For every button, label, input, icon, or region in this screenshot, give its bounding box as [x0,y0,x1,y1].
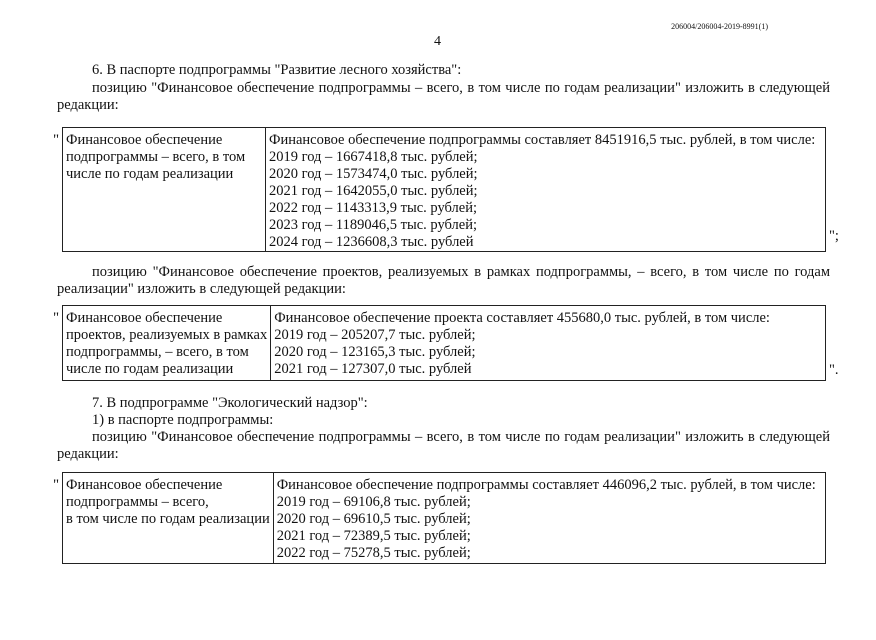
table-1-financing [62,127,826,252]
section-6-intro-line-2: редакции: [57,97,119,113]
table-2-label-cell [63,306,271,381]
section-6-intro2-line-2: реализации" изложить в следующей редакции: [57,281,346,297]
table-3-label-cell [63,473,274,564]
table-2-label-line: Финансовое обеспечение [66,310,223,326]
table-2-value-cell [271,306,826,381]
table-2-label-line: числе по годам реализации [66,361,234,377]
table-1-year-line: 2020 год – 1573474,0 тыс. рублей; [269,166,478,182]
table-3-value-cell [273,473,825,564]
table-3-label-line: подпрограммы – всего, [66,494,209,510]
table-1-open-quote: " [53,132,60,148]
table-2-open-quote: " [53,310,60,326]
table-1-close-mark: "; [829,228,839,244]
table-1-label-cell [63,128,266,252]
section-7-intro-line-1: позицию "Финансовое обеспечение подпрограммы – всего, в том числе по годам реализации" изложить в следующей [92,429,830,445]
table-2-year-line: 2021 год – 127307,0 тыс. рублей [274,361,472,377]
table-1-year-line: 2024 год – 1236608,3 тыс. рублей [269,234,474,250]
table-1-year-line: 2019 год – 1667418,8 тыс. рублей; [269,149,478,165]
section-7-heading: 7. В подпрограмме "Экологический надзор": [92,395,368,411]
table-1-year-line: 2023 год – 1189046,5 тыс. рублей; [269,217,477,233]
table-1-total-line: Финансовое обеспечение подпрограммы составляет 8451916,5 тыс. рублей, в том числе: [269,132,816,148]
table-2-projects-financing [62,305,826,381]
page-number: 4 [434,34,441,49]
table-1-label-line: Финансовое обеспечение [66,132,223,148]
section-6-intro-line-1: позицию "Финансовое обеспечение подпрограммы – всего, в том числе по годам реализации" изложить в следующей [92,80,830,96]
table-3-year-line: 2022 год – 75278,5 тыс. рублей; [276,545,471,561]
table-2-label-line: проектов, реализуемых в рамках [66,327,268,343]
table-3-financing [62,472,826,564]
table-1-value-cell [266,128,826,252]
table-2-year-line: 2019 год – 205207,7 тыс. рублей; [274,327,476,343]
table-2-label-line: подпрограммы, – всего, в том [66,344,249,360]
table-1-year-line: 2022 год – 1143313,9 тыс. рублей; [269,200,477,216]
section-7-subitem-1: 1) в паспорте подпрограммы: [92,412,274,428]
table-3-year-line: 2021 год – 72389,5 тыс. рублей; [276,528,471,544]
table-3-label-line: Финансовое обеспечение [66,477,223,493]
document-id: 206004/206004-2019-8991(1) [671,22,768,31]
table-2-total-line: Финансовое обеспечение проекта составляет 455680,0 тыс. рублей, в том числе: [274,310,770,326]
table-1-label-line: числе по годам реализации [66,166,234,182]
section-7-intro-line-2: редакции: [57,446,119,462]
table-3-label-line: в том числе по годам реализации [66,511,270,527]
table-1-label-line: подпрограммы – всего, в том [66,149,246,165]
table-3-total-line: Финансовое обеспечение подпрограммы составляет 446096,2 тыс. рублей, в том числе: [276,477,816,493]
section-6-heading: 6. В паспорте подпрограммы "Развитие лесного хозяйства": [92,62,462,78]
table-3-year-line: 2019 год – 69106,8 тыс. рублей; [276,494,471,510]
table-2-close-mark: ". [829,362,839,378]
table-1-year-line: 2021 год – 1642055,0 тыс. рублей; [269,183,478,199]
table-3-open-quote: " [53,477,60,493]
table-2-year-line: 2020 год – 123165,3 тыс. рублей; [274,344,476,360]
section-6-intro2-line-1: позицию "Финансовое обеспечение проектов, реализуемых в рамках подпрограммы, – всего, в том числе по годам [92,264,830,280]
table-3-year-line: 2020 год – 69610,5 тыс. рублей; [276,511,471,527]
